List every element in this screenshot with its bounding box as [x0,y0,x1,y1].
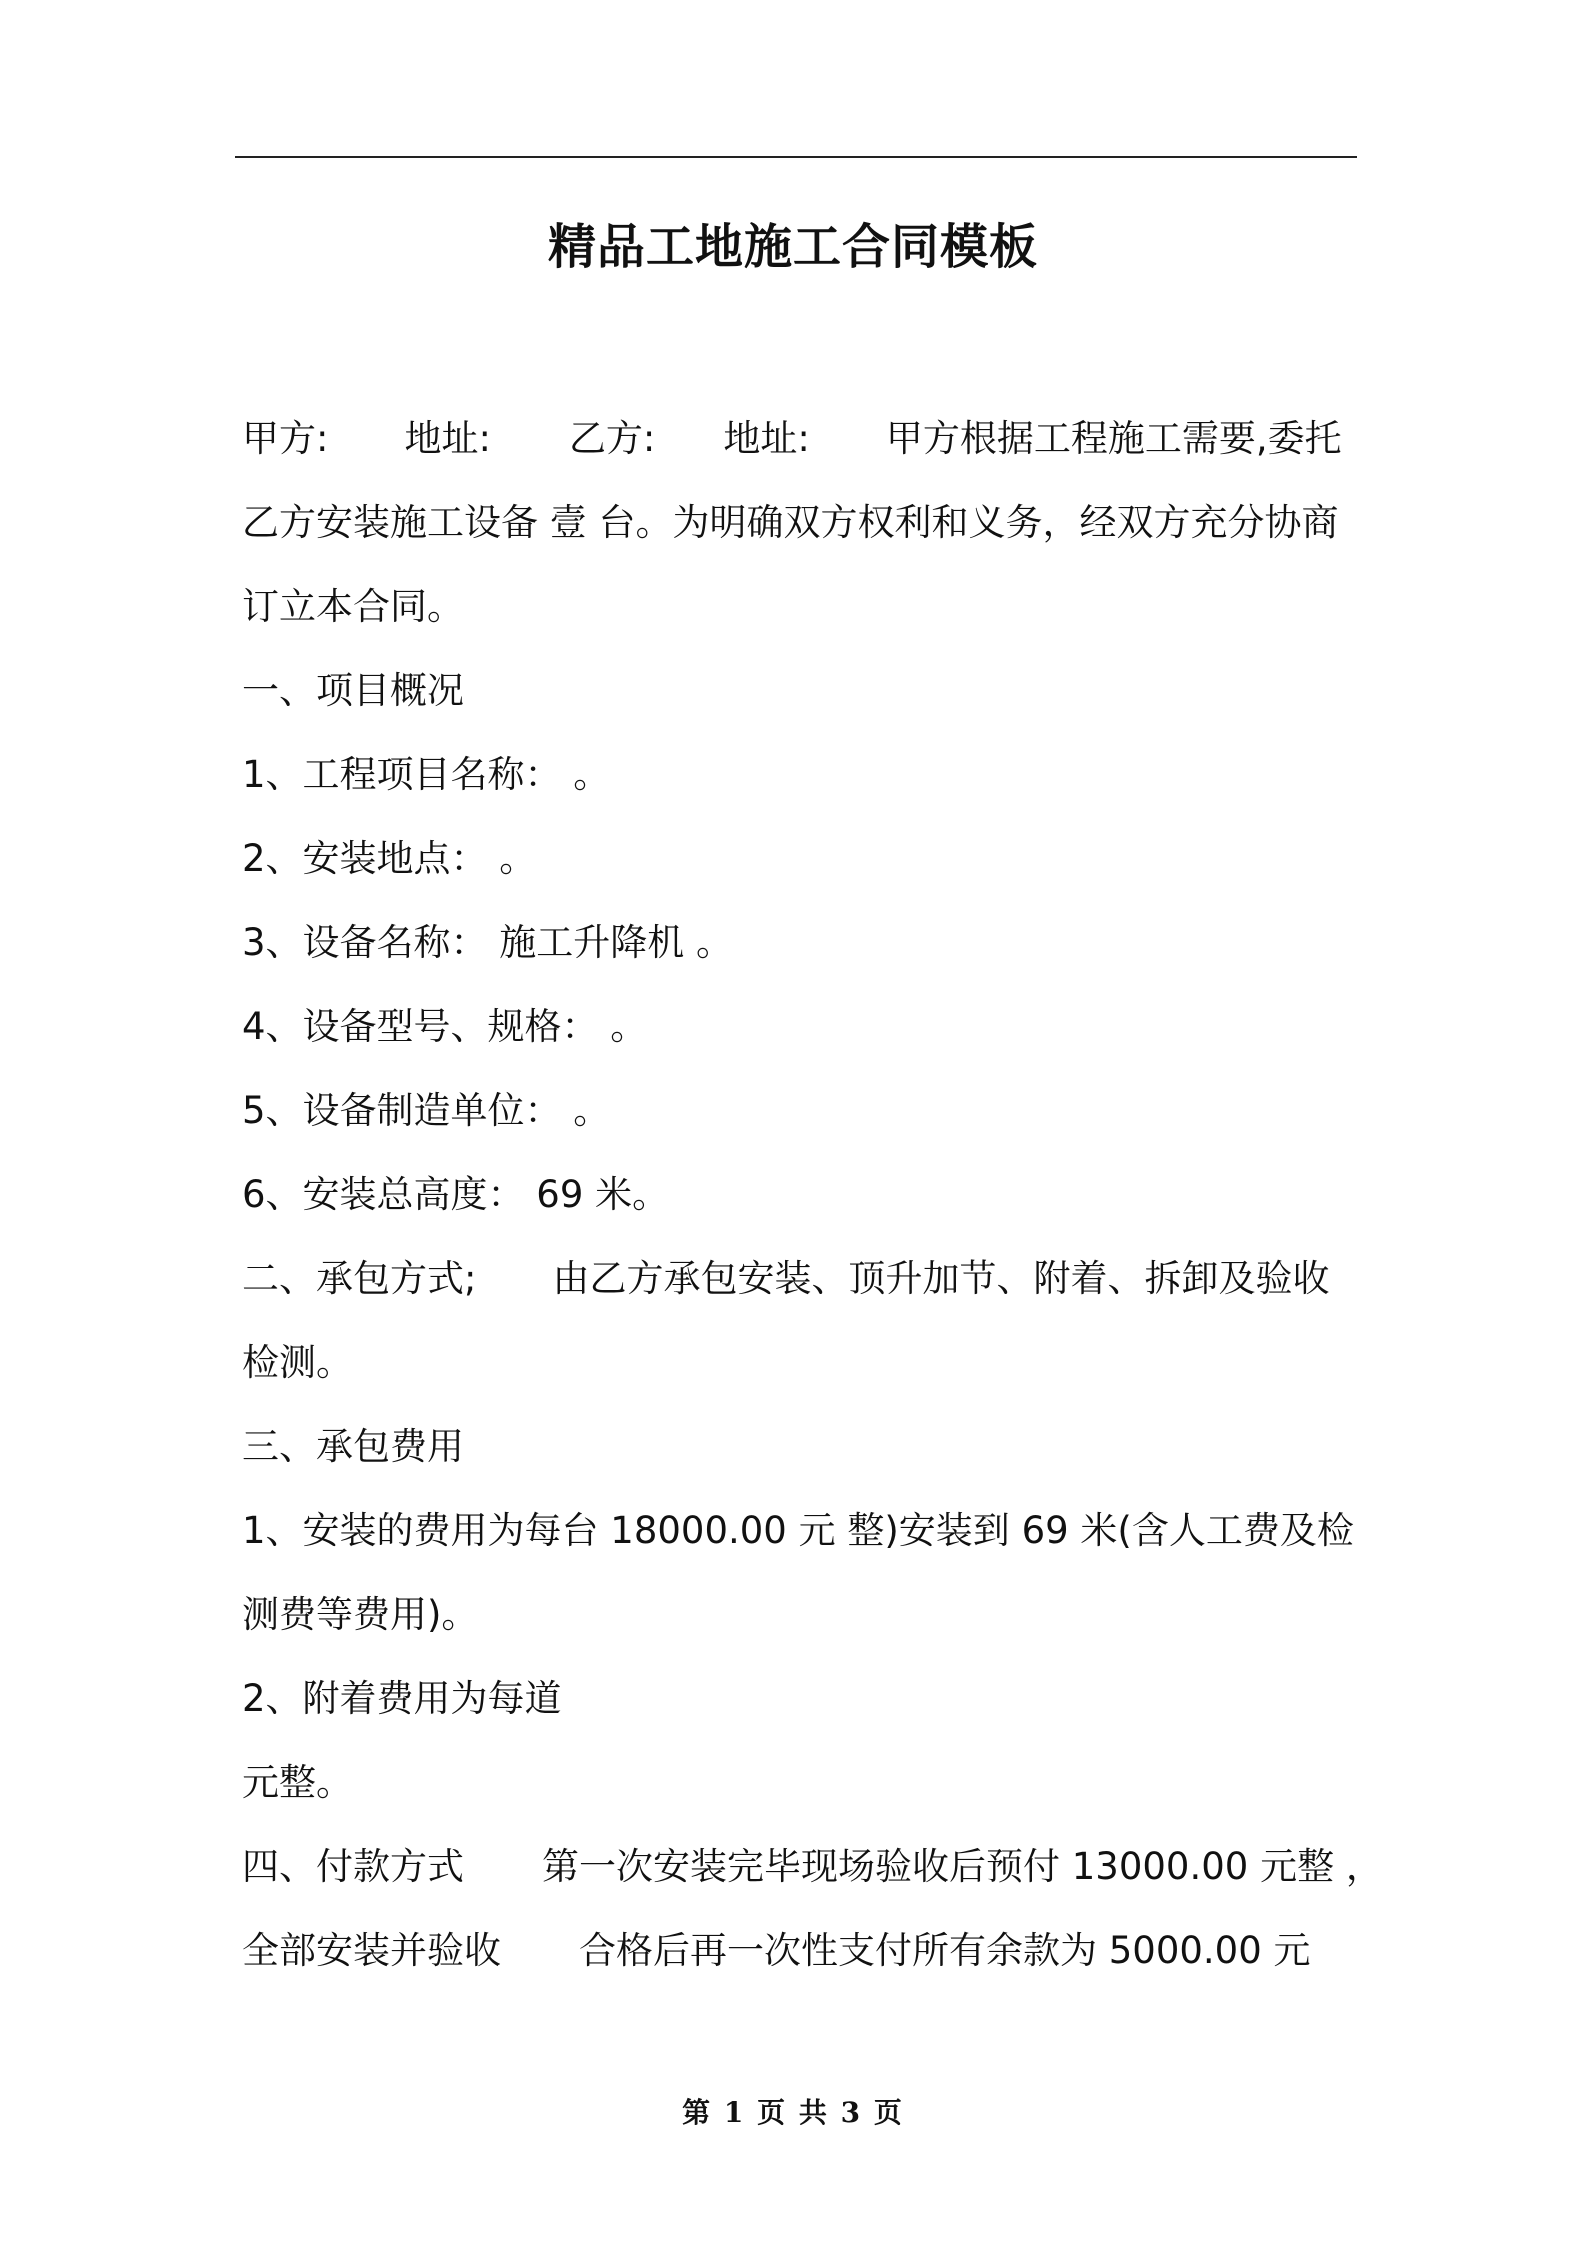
section-4-line-2 [242,1909,1360,1993]
section-3-item-2-line-2: 元整。 [242,1761,353,1804]
section-1-item-1: 1、工程项目名称： 。 [242,753,611,796]
page-number-footer: 第 1 页 共 3 页 [682,2096,904,2129]
section-2-heading: 二、承包方式; [242,1257,477,1300]
address-a-label: 地址: [404,417,491,460]
party-a-label: 甲方: [242,417,329,460]
section-4-text-1: 第一次安装完毕现场验收后预付 13000.00 元整 ， [542,1845,1383,1888]
section-1-item-6: 6、安装总高度： 69 米。 [242,1173,670,1216]
section-4-text-2: 合格后再一次性支付所有余款为 5000.00 元 [579,1929,1311,1972]
section-1-heading: 一、项目概况 [242,669,464,712]
section-4-heading: 四、付款方式 [242,1845,464,1888]
party-b-label: 乙方: [568,417,656,460]
section-3-item-1-line-1: 1、安装的费用为每台 18000.00 元 整)安装到 69 米(含人工费及检 [242,1509,1354,1552]
section-4-line-1 [242,1825,1383,1909]
section-2-text: 由乙方承包安装、顶升加节、附着、拆卸及验收 [552,1257,1330,1300]
section-1-item-5: 5、设备制造单位： 。 [242,1089,611,1132]
document-title: 精品工地施工合同模板 [547,219,1038,275]
intro-line-2: 乙方安装施工设备 壹 台。为明确双方权利和义务，经双方充分协商 [242,501,1339,544]
section-1-item-3: 3、设备名称： 施工升降机 。 [242,921,734,964]
address-b-label: 地址: [723,417,810,460]
header-rule [235,156,1357,158]
intro-line-1-tail: 甲方根据工程施工需要,委托 [885,417,1342,460]
document-body [242,397,1383,1993]
section-4-line-2-head: 全部安装并验收 [242,1929,501,1972]
section-3-item-1-line-2: 测费等费用)。 [242,1593,479,1636]
section-2-line-2: 检测。 [242,1341,353,1384]
section-1-item-2: 2、安装地点： 。 [242,837,537,880]
section-3-item-2-line-1: 2、附着费用为每道 [242,1677,562,1720]
intro-line-1 [242,397,1360,481]
section-2-line-1 [242,1237,1360,1321]
section-1-item-4: 4、设备型号、规格： 。 [242,1005,648,1048]
intro-line-3: 订立本合同。 [242,585,464,628]
section-3-heading: 三、承包费用 [242,1425,464,1468]
